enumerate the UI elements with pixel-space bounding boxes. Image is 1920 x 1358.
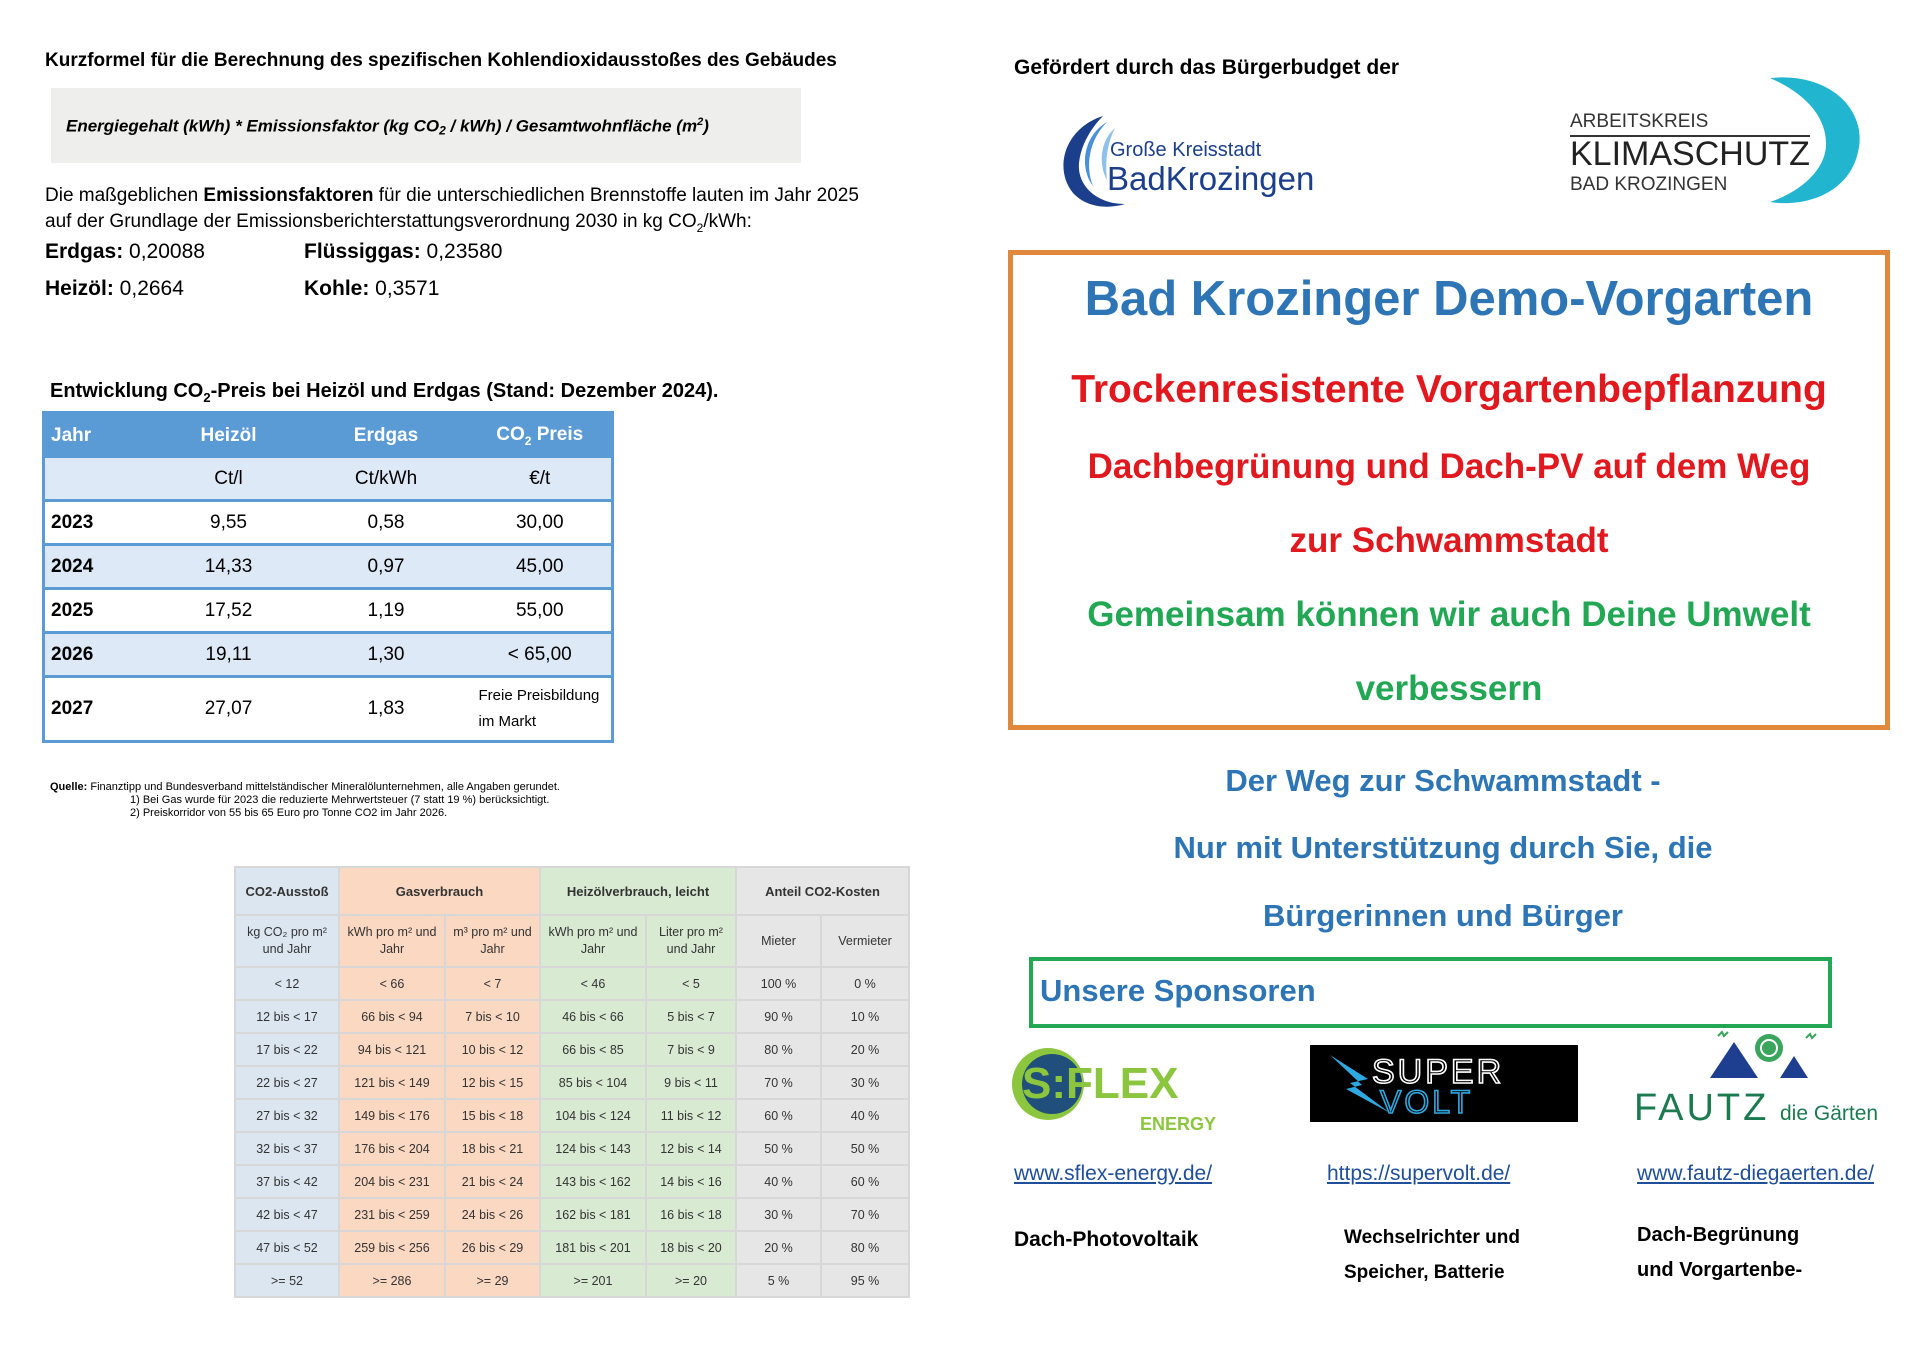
table-cell: 32 bis < 37 [235, 1132, 339, 1165]
header-erdgas: Erdgas [304, 413, 469, 459]
table-row: 2026 19,11 1,30 < 65,00 [44, 633, 613, 677]
table-cell: 37 bis < 42 [235, 1165, 339, 1198]
headline-sub3: zur Schwammstadt [1289, 521, 1609, 560]
table-cell: 10 % [821, 1000, 909, 1033]
sflex-logo-name: S:FLEX [1022, 1059, 1179, 1108]
table-cell: < 7 [445, 967, 540, 1000]
table-cell: >= 20 [646, 1264, 736, 1297]
table-cell: 30 % [821, 1066, 909, 1099]
table-cell: 60 % [736, 1099, 821, 1132]
table-cell: 70 % [736, 1066, 821, 1099]
city-logo-top: Große Kreisstadt [1110, 139, 1262, 161]
headline-sub1: Trockenresistente Vorgartenbepflanzung [1071, 368, 1827, 411]
city-logo-bottom: BadKrozingen [1107, 160, 1315, 197]
table-cell: 21 bis < 24 [445, 1165, 540, 1198]
sflex-logo-energy: ENERGY [1140, 1114, 1217, 1134]
table-cell: < 46 [540, 967, 646, 1000]
factor-kohle: Kohle: 0,3571 [304, 277, 440, 300]
table-cell: 90 % [736, 1000, 821, 1033]
table-cell: 12 bis < 15 [445, 1066, 540, 1099]
table-cell: 94 bis < 121 [339, 1033, 445, 1066]
table-row [235, 1099, 909, 1132]
table-cell: 104 bis < 124 [540, 1099, 646, 1132]
table-cell: 85 bis < 104 [540, 1066, 646, 1099]
factor-erdgas: Erdgas: 0,20088 [45, 240, 205, 263]
table-row [235, 1231, 909, 1264]
table-cell: 47 bis < 52 [235, 1231, 339, 1264]
group-co2-ausstoss: CO2-Ausstoß [235, 867, 339, 915]
table-cell: 66 bis < 85 [540, 1033, 646, 1066]
table-cell: 121 bis < 149 [339, 1066, 445, 1099]
table-cell: 5 % [736, 1264, 821, 1297]
table-cell: 12 bis < 14 [646, 1132, 736, 1165]
supervolt-link[interactable]: https://supervolt.de/ [1327, 1162, 1511, 1185]
table-cell: 5 bis < 7 [646, 1000, 736, 1033]
table-cell: 95 % [821, 1264, 909, 1297]
group-anteil-kosten: Anteil CO2-Kosten [736, 867, 909, 915]
supervolt-description: Wechselrichter und Speicher, Batterie [1344, 1227, 1520, 1283]
table-row: 2027 27,07 1,83 Freie Preisbildung im Markt [44, 677, 613, 742]
table-row [235, 1198, 909, 1231]
table-row [235, 1066, 909, 1099]
table-cell: 60 % [821, 1165, 909, 1198]
support-line1: Der Weg zur Schwammstadt - [1225, 763, 1661, 798]
fautz-description: Dach-Begrünung und Vorgartenbe- [1637, 1224, 1803, 1281]
table-row [235, 1264, 909, 1297]
table-cell: 22 bis < 27 [235, 1066, 339, 1099]
table-cell: 162 bis < 181 [540, 1198, 646, 1231]
table-cell: 176 bis < 204 [339, 1132, 445, 1165]
table-cell: 24 bis < 26 [445, 1198, 540, 1231]
table-cell: 18 bis < 21 [445, 1132, 540, 1165]
source-note: Quelle: Finanztipp und Bundesverband mittelständischer Mineralölunternehmen, alle Angaben gerundet. 1) Bei Gas wurde für 2023 die reduzierte Mehrwertsteuer (7 statt 19 %) berücksichtigt. 2) Preiskorridor von 55 bis 65 Euro pro Tonne CO2 im Jahr 2026. [50, 781, 560, 819]
table-cell: 14 bis < 16 [646, 1165, 736, 1198]
table-cell: 50 % [821, 1132, 909, 1165]
subheader: m³ pro m² und Jahr [445, 915, 540, 967]
table-cell: 15 bis < 18 [445, 1099, 540, 1132]
table-cell: < 5 [646, 967, 736, 1000]
supervolt-logo [1310, 1045, 1578, 1122]
table-cell: 16 bis < 18 [646, 1198, 736, 1231]
headline-main: Bad Krozinger Demo-Vorgarten [1084, 272, 1814, 326]
klima-logo-line2: KLIMASCHUTZ [1570, 135, 1810, 173]
group-heizoelverbrauch: Heizölverbrauch, leicht [540, 867, 736, 915]
table-cell: < 12 [235, 967, 339, 1000]
sflex-link[interactable]: www.sflex-energy.de/ [1014, 1162, 1213, 1185]
subheader: Liter pro m² und Jahr [646, 915, 736, 967]
fautz-logo [1630, 1030, 1890, 1130]
klima-logo-line1: ARBEITSKREIS [1570, 111, 1709, 132]
table-cell: 27 bis < 32 [235, 1099, 339, 1132]
table-cell: 66 bis < 94 [339, 1000, 445, 1033]
table-row [235, 1000, 909, 1033]
bad-krozingen-logo [1045, 108, 1345, 213]
table-row [235, 1033, 909, 1066]
headline-sub4: Gemeinsam können wir auch Deine Umwelt [1087, 595, 1811, 634]
factor-fluessiggas: Flüssiggas: 0,23580 [304, 240, 503, 263]
table-cell: < 66 [339, 967, 445, 1000]
table-cell: 46 bis < 66 [540, 1000, 646, 1033]
group-gasverbrauch: Gasverbrauch [339, 867, 540, 915]
table-cell: 42 bis < 47 [235, 1198, 339, 1231]
table-row: 2025 17,52 1,19 55,00 [44, 589, 613, 633]
table-cell: 12 bis < 17 [235, 1000, 339, 1033]
subheader: kWh pro m² und Jahr [339, 915, 445, 967]
table-cell: 149 bis < 176 [339, 1099, 445, 1132]
formula-text: Energiegehalt (kWh) * Emissionsfaktor (kg CO2 / kWh) / Gesamtwohnfläche $(m^2)$ [66, 116, 709, 138]
funding-label: Gefördert durch das Bürgerbudget der [1014, 56, 1400, 79]
formula-title: Kurzformel für die Berechnung des spezifischen Kohlendioxidausstoßes des Gebäudes [45, 50, 837, 71]
table-cell: 7 bis < 9 [646, 1033, 736, 1066]
sponsors-title: Unsere Sponsoren [1040, 973, 1316, 1008]
unit-row: Ct/l Ct/kWh €/t [44, 458, 613, 501]
table-cell: 7 bis < 10 [445, 1000, 540, 1033]
table-cell: 20 % [736, 1231, 821, 1264]
support-line2: Nur mit Unterstützung durch Sie, die [1173, 830, 1713, 865]
table-cell: 40 % [736, 1165, 821, 1198]
co2-price-table [42, 411, 614, 743]
price-table-title: Entwicklung $CO_2$-Preis bei Heizöl und Erdgas (Stand: Dezember 2024). [50, 380, 719, 405]
table-cell: 30 % [736, 1198, 821, 1231]
table-cell: 143 bis < 162 [540, 1165, 646, 1198]
table-cell: >= 286 [339, 1264, 445, 1297]
table-cell: 50 % [736, 1132, 821, 1165]
table-cell: 181 bis < 201 [540, 1231, 646, 1264]
table-cell: >= 52 [235, 1264, 339, 1297]
header-co2-preis: $CO_2$ Preis [469, 413, 613, 459]
fautz-logo-sub: die Gärten [1780, 1102, 1879, 1125]
table-cell: 10 bis < 12 [445, 1033, 540, 1066]
table-cell: 259 bis < 256 [339, 1231, 445, 1264]
table-row [235, 1132, 909, 1165]
co2-cost-table [234, 866, 910, 1298]
header-heizoel: Heizöl [154, 413, 304, 459]
supervolt-logo-top: SUPER [1372, 1053, 1505, 1091]
table-cell: 9 bis < 11 [646, 1066, 736, 1099]
table-row [235, 1165, 909, 1198]
table-cell: 0 % [821, 967, 909, 1000]
table-cell: 17 bis < 22 [235, 1033, 339, 1066]
klimaschutz-logo [1570, 72, 1870, 212]
support-line3: Bürgerinnen und Bürger [1263, 898, 1623, 933]
table-cell: 204 bis < 231 [339, 1165, 445, 1198]
table-cell: 40 % [821, 1099, 909, 1132]
table-cell: >= 29 [445, 1264, 540, 1297]
table-cell: 70 % [821, 1198, 909, 1231]
fautz-link[interactable]: www.fautz-diegaerten.de/ [1637, 1162, 1874, 1185]
table-cell: 124 bis < 143 [540, 1132, 646, 1165]
supervolt-logo-bottom: VOLT [1380, 1084, 1474, 1120]
table-cell: >= 201 [540, 1264, 646, 1297]
table-row: 2024 14,33 0,97 45,00 [44, 545, 613, 589]
fautz-logo-name: FAUTZ [1634, 1087, 1770, 1129]
subheader: kWh pro m² und Jahr [540, 915, 646, 967]
table-row: 2023 9,55 0,58 30,00 [44, 501, 613, 545]
factor-heizoel: Heizöl: 0,2664 [45, 277, 184, 300]
table-cell: 231 bis < 259 [339, 1198, 445, 1231]
sflex-logo [1010, 1040, 1232, 1135]
table-cell: 80 % [736, 1033, 821, 1066]
table-row [235, 967, 909, 1000]
sflex-description: Dach-Photovoltaik [1014, 1228, 1199, 1251]
klima-logo-line3: BAD KROZINGEN [1570, 174, 1728, 195]
table-cell: 11 bis < 12 [646, 1099, 736, 1132]
header-jahr: Jahr [44, 413, 154, 459]
subheader: Mieter [736, 915, 821, 967]
headline-sub2: Dachbegrünung und Dach-PV auf dem Weg [1087, 447, 1811, 486]
headline-sub5: verbessern [1355, 669, 1543, 708]
table-cell: 80 % [821, 1231, 909, 1264]
table-cell: 18 bis < 20 [646, 1231, 736, 1264]
emission-intro: Die maßgeblichen Emissionsfaktoren für die unterschiedlichen Brennstoffe lauten im Jahr 2025 auf der Grundlage der Emissionsberichterstattungsverordnung 2030 in kg $CO_2$/kWh: [45, 185, 859, 235]
table-cell: 20 % [821, 1033, 909, 1066]
table-cell: 26 bis < 29 [445, 1231, 540, 1264]
subheader: kg CO₂ pro m² und Jahr [235, 915, 339, 967]
table-cell: 100 % [736, 967, 821, 1000]
subheader: Vermieter [821, 915, 909, 967]
